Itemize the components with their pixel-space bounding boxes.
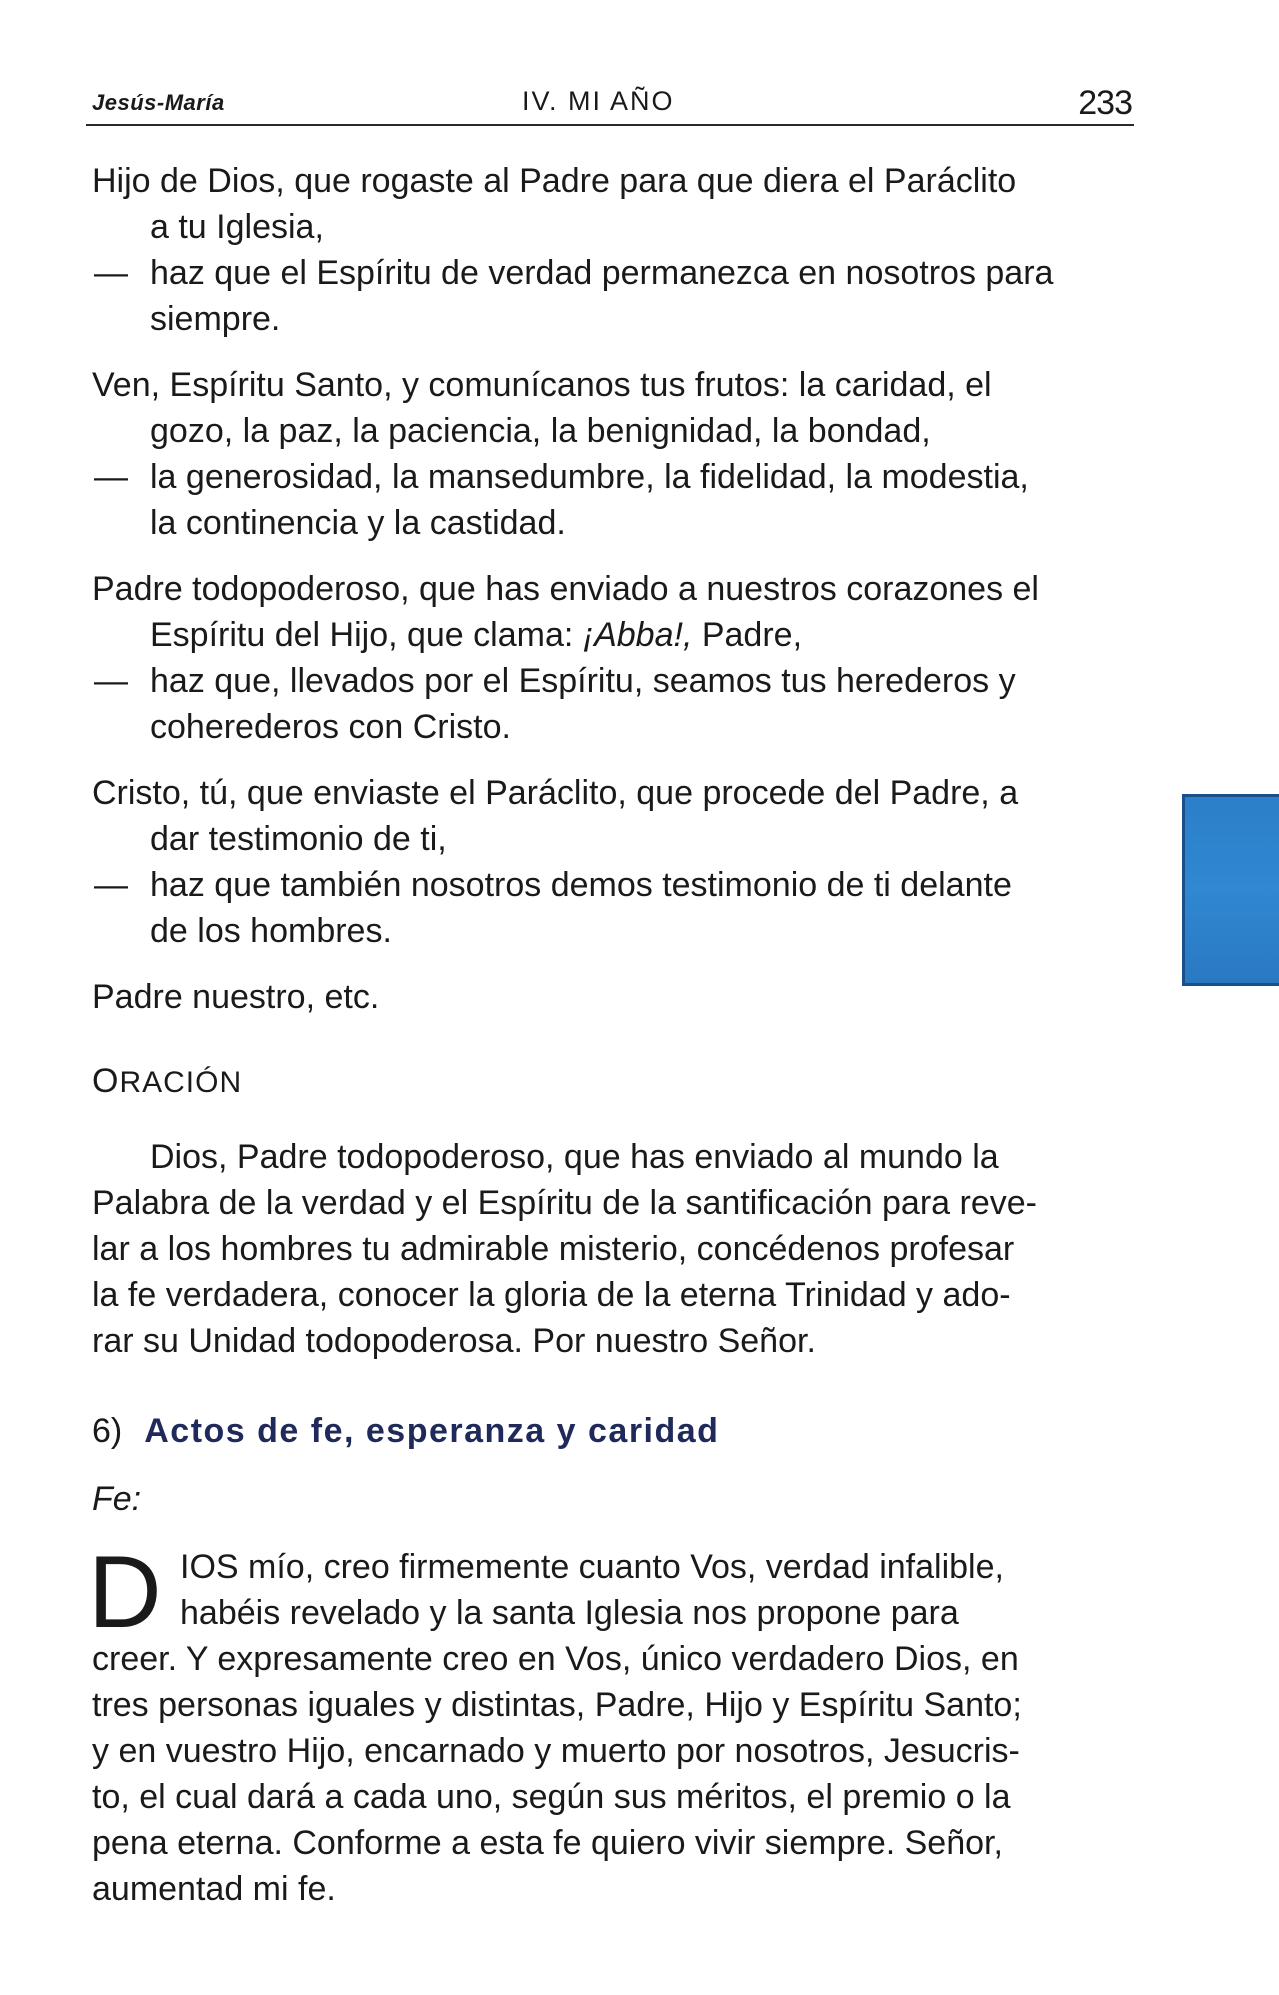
- running-header: [92, 84, 1132, 124]
- page-edge-tab: [1182, 794, 1279, 986]
- intercession-line: dar testimonio de ti,: [150, 820, 447, 858]
- intercession-4: [92, 770, 1132, 954]
- intercession-line: [92, 612, 1132, 658]
- page-number: 233: [1078, 84, 1132, 122]
- intercession-line: Ven, Espíritu Santo, y comunícanos tus frutos: la caridad, el: [92, 366, 992, 404]
- paragraph-line: la fe verdadera, conocer la gloria de la eterna Trinidad y ado-: [92, 1276, 1011, 1314]
- text-run: Padre,: [692, 616, 803, 654]
- response-line: [92, 454, 1132, 500]
- intercession-line: a tu Iglesia,: [150, 208, 324, 246]
- response-line: [92, 250, 1132, 296]
- intercession-line: Cristo, tú, que enviaste el Paráclito, que procede del Padre, a: [92, 774, 1019, 812]
- dash-mark: —: [94, 866, 128, 904]
- heading-initial: O: [92, 1062, 120, 1100]
- intercession-2: [92, 362, 1132, 546]
- dash-mark: —: [94, 254, 128, 292]
- italic-exclamation: ¡Abba!,: [582, 616, 693, 654]
- response-line: [92, 658, 1132, 704]
- dash-mark: —: [94, 458, 128, 496]
- paragraph-line: Palabra de la verdad y el Espíritu de la santificación para reve-: [92, 1184, 1037, 1222]
- response-text: haz que, llevados por el Espíritu, seamos tus herederos y: [150, 662, 1016, 700]
- intercession-line: Hijo de Dios, que rogaste al Padre para que diera el Paráclito: [92, 162, 1017, 200]
- intercession-1: [92, 158, 1132, 342]
- response-line: coherederos con Cristo.: [150, 708, 511, 746]
- paragraph-line: tres personas iguales y distintas, Padre, Hijo y Espíritu Santo;: [92, 1686, 1022, 1724]
- response-text: haz que el Espíritu de verdad permanezca en nosotros para: [150, 254, 1054, 292]
- oracion-paragraph: [92, 1134, 1132, 1364]
- paragraph-line: pena eterna. Conforme a esta fe quiero vivir siempre. Señor,: [92, 1824, 1003, 1862]
- paragraph-line: lar a los hombres tu admirable misterio, concédenos profesar: [92, 1230, 1015, 1268]
- padre-nuestro: Padre nuestro, etc.: [92, 978, 380, 1016]
- paragraph-line: rar su Unidad todopoderosa. Por nuestro Señor.: [92, 1322, 816, 1360]
- paragraph-line: IOS mío, creo firmemente cuanto Vos, verdad infalible,: [180, 1548, 1004, 1586]
- fe-paragraph: [88, 1535, 1132, 1912]
- response-text: haz que también nosotros demos testimonio de ti delante: [150, 866, 1012, 904]
- heading-rest: RACIÓN: [119, 1066, 243, 1099]
- dash-mark: —: [94, 662, 128, 700]
- paragraph-line: y en vuestro Hijo, encarnado y muerto por nosotros, Jesucris-: [92, 1732, 1020, 1770]
- page-body: [88, 158, 1132, 1912]
- paragraph-line: to, el cual dará a cada uno, según sus méritos, el premio o la: [92, 1778, 1011, 1816]
- response-text: la generosidad, la mansedumbre, la fidelidad, la modestia,: [150, 458, 1029, 496]
- drop-cap: D: [88, 1535, 162, 1649]
- paragraph-line: aumentad mi fe.: [92, 1870, 336, 1908]
- response-line: [92, 862, 1132, 908]
- header-rule: [86, 124, 1134, 126]
- paragraph-line: habéis revelado y la santa Iglesia nos propone para: [180, 1594, 959, 1632]
- header-section: IV. MI AÑO: [522, 86, 675, 116]
- response-line: siempre.: [150, 300, 281, 338]
- intercession-line: gozo, la paz, la paciencia, la benignidad, la bondad,: [150, 412, 931, 450]
- section-number: 6): [92, 1412, 123, 1450]
- paragraph-line: creer. Y expresamente creo en Vos, único verdadero Dios, en: [92, 1640, 1019, 1678]
- text-run: Espíritu del Hijo, que clama:: [150, 616, 583, 654]
- response-line: de los hombres.: [150, 912, 392, 950]
- fe-label: Fe:: [92, 1480, 142, 1518]
- oracion-heading: [92, 1058, 1132, 1106]
- intercession-3: [92, 566, 1132, 750]
- section-heading: [92, 1408, 1132, 1454]
- header-author: Jesús-María: [92, 90, 225, 115]
- paragraph-line: Dios, Padre todopoderoso, que has enviado al mundo la: [150, 1138, 999, 1176]
- response-line: la continencia y la castidad.: [150, 504, 566, 542]
- section-title: Actos de fe, esperanza y caridad: [144, 1412, 720, 1450]
- intercession-line: Padre todopoderoso, que has enviado a nuestros corazones el: [92, 570, 1039, 608]
